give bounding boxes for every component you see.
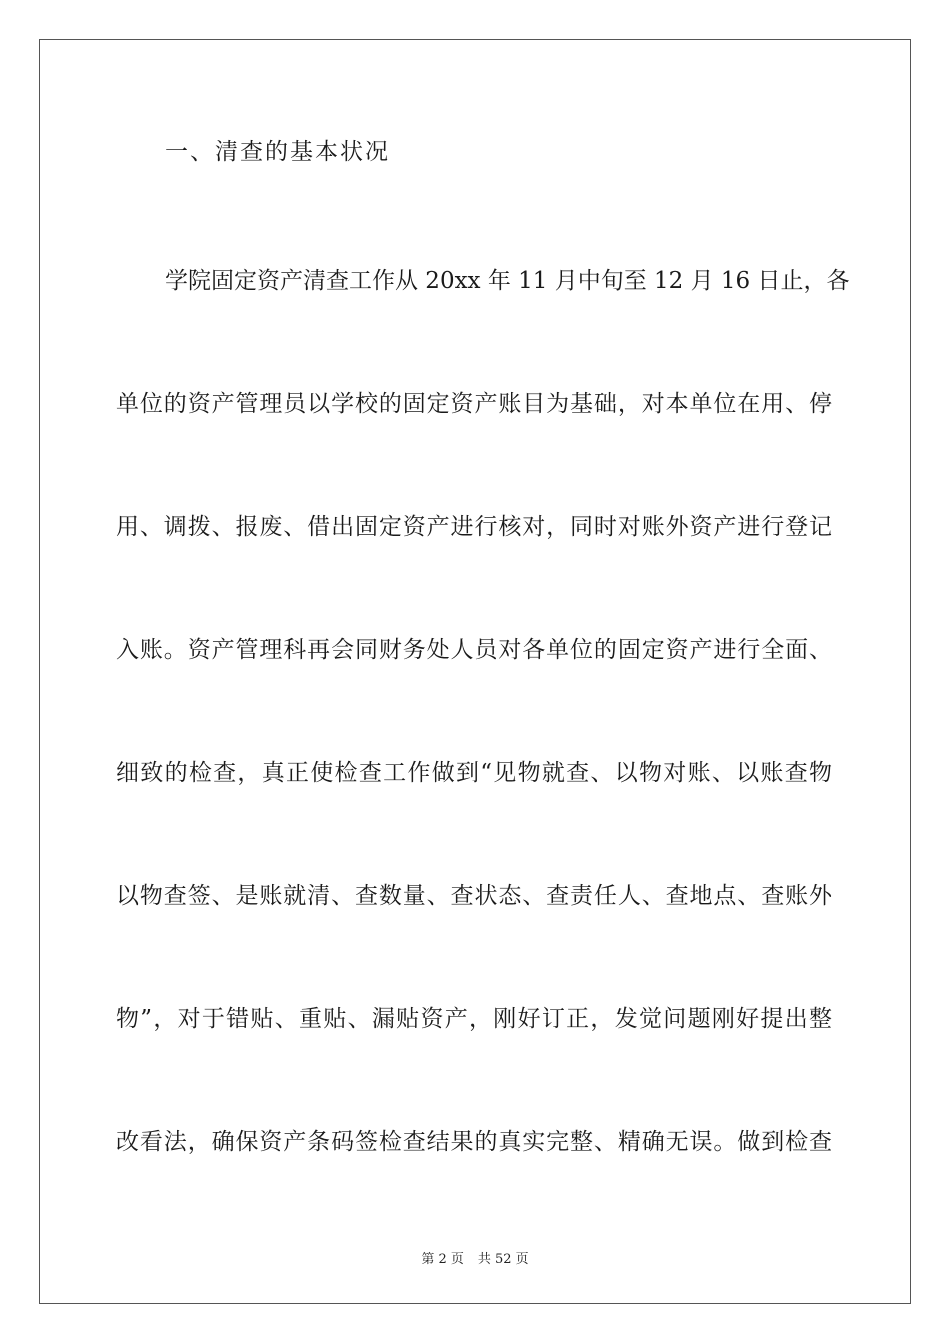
paragraph-line: 学院固定资产清查工作从 20xx 年 11 月中旬至 12 月 16 日止，各 [165, 268, 850, 294]
paragraph-line: 单位的资产管理员以学校的固定资产账目为基础，对本单位在用、停 [116, 391, 832, 417]
paragraph-line: 改看法，确保资产条码签检查结果的真实完整、精确无误。做到检查 [116, 1129, 832, 1155]
section-heading: 一、清查的基本状况 [165, 139, 390, 165]
page-frame [39, 39, 911, 1304]
paragraph-line: 用、调拨、报废、借出固定资产进行核对，同时对账外资产进行登记 [116, 514, 832, 540]
page-number: 第 2 页 [421, 1252, 464, 1267]
paragraph-line: 入账。资产管理科再会同财务处人员对各单位的固定资产进行全面、 [116, 637, 832, 663]
paragraph-line: 细致的检查，真正使检查工作做到“见物就查、以物对账、以账查物 [116, 760, 832, 786]
page-total: 共 52 页 [477, 1252, 529, 1267]
paragraph-line: 物”，对于错贴、重贴、漏贴资产，刚好订正，发觉问题刚好提出整 [116, 1006, 832, 1032]
page-footer [0, 1248, 950, 1267]
paragraph-line: 以物查签、是账就清、查数量、查状态、查责任人、查地点、查账外 [116, 883, 832, 909]
